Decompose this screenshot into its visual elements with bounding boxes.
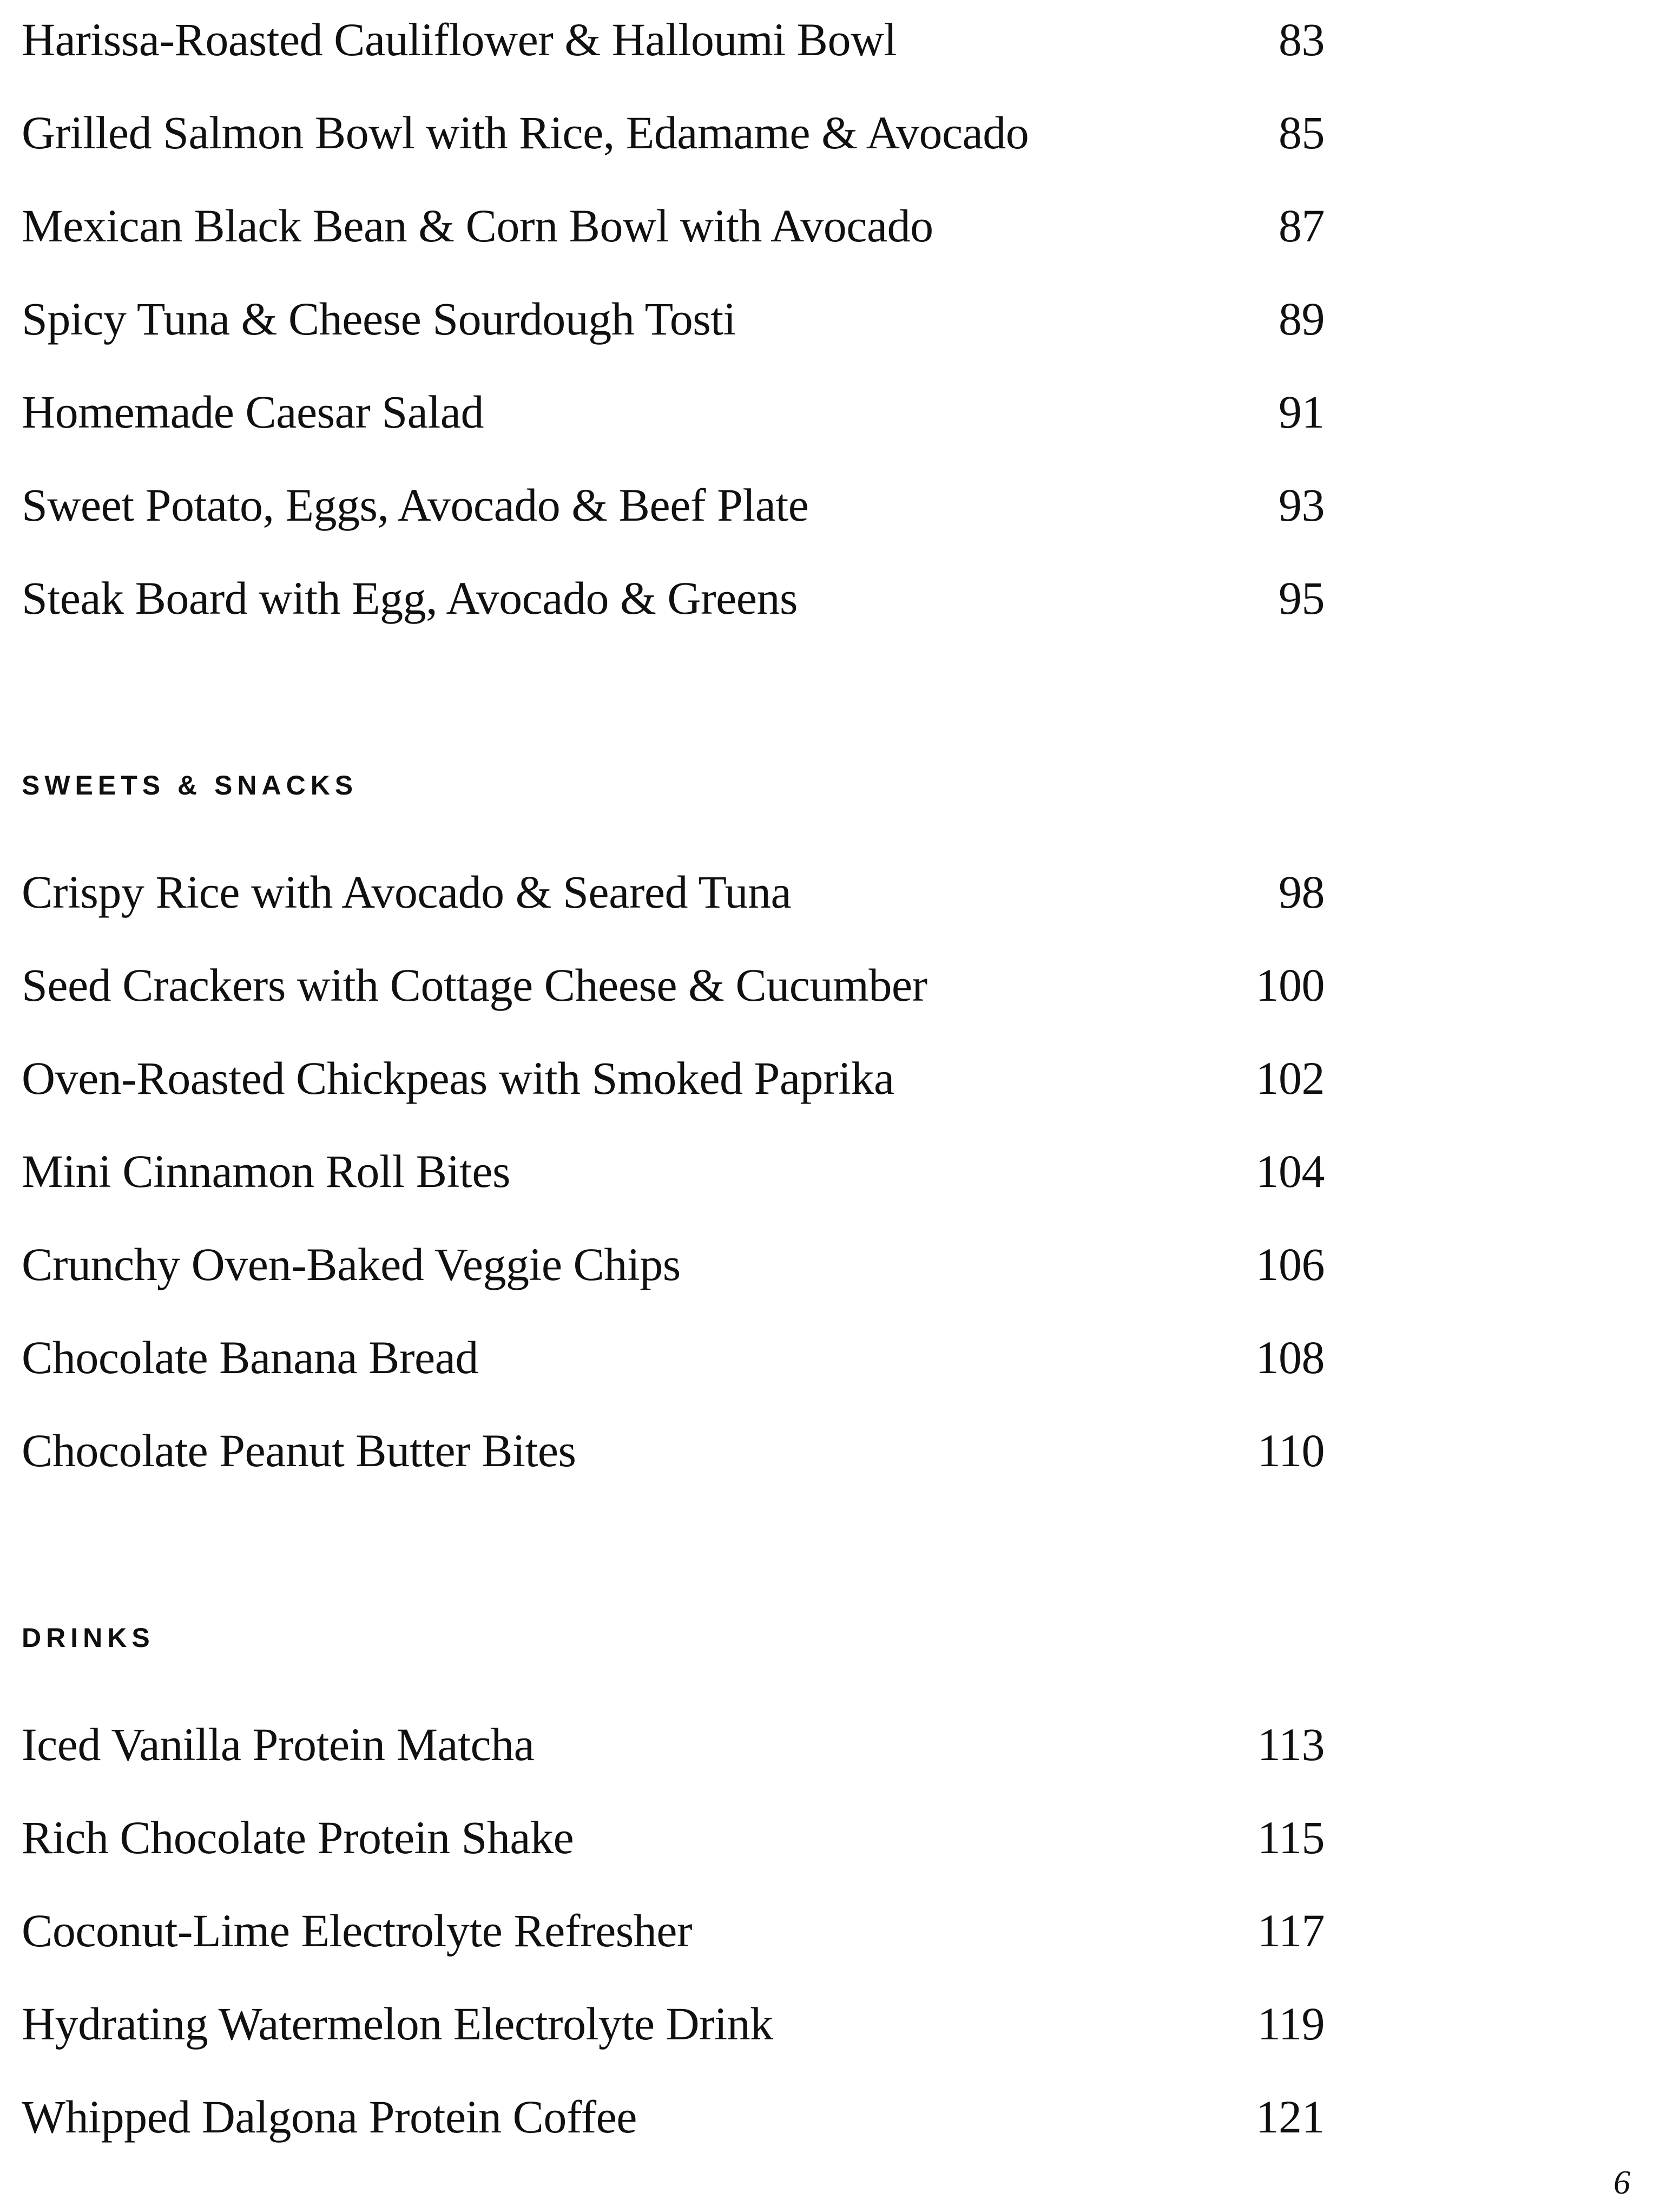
toc-entry-title: Rich Chocolate Protein Shake [22, 1811, 574, 1863]
toc-entry-title: Chocolate Banana Bread [22, 1331, 478, 1383]
toc-entry-title: Seed Crackers with Cottage Cheese & Cucumber [22, 959, 927, 1011]
toc-entry-title: Coconut-Lime Electrolyte Refresher [22, 1905, 693, 1957]
toc-entry[interactable] [22, 1404, 1325, 1497]
toc-entry[interactable] [22, 1884, 1325, 1977]
toc-entry-title: Mini Cinnamon Roll Bites [22, 1145, 511, 1197]
toc-entry-title: Spicy Tuna & Cheese Sourdough Tosti [22, 293, 736, 345]
toc-entry-page: 115 [1257, 1811, 1325, 1863]
toc-section-mains [22, 0, 1325, 645]
toc-entry-title: Sweet Potato, Eggs, Avocado & Beef Plate [22, 479, 809, 531]
toc-entry-page: 87 [1279, 200, 1325, 252]
toc-section-drinks [22, 1624, 1325, 2163]
toc-entry-title: Iced Vanilla Protein Matcha [22, 1718, 535, 1770]
toc-entry[interactable] [22, 458, 1325, 552]
toc-entry-title: Crunchy Oven-Baked Veggie Chips [22, 1238, 681, 1290]
toc-entry-page: 89 [1279, 293, 1325, 345]
page-number: 6 [1614, 2164, 1630, 2201]
toc-entry-title: Crispy Rice with Avocado & Seared Tuna [22, 866, 792, 918]
toc-entry[interactable] [22, 938, 1325, 1032]
toc-entry[interactable] [22, 86, 1325, 179]
toc-entry-page: 85 [1279, 107, 1325, 159]
toc-entry-title: Mexican Black Bean & Corn Bowl with Avocado [22, 200, 933, 252]
toc-entry-title: Homemade Caesar Salad [22, 386, 484, 438]
toc-entry[interactable] [22, 1698, 1325, 1791]
toc-entry-page: 102 [1255, 1052, 1325, 1104]
toc-entry[interactable] [22, 179, 1325, 272]
toc-entry[interactable] [22, 2070, 1325, 2163]
toc-entry-page: 83 [1279, 14, 1325, 65]
toc-entry[interactable] [22, 1125, 1325, 1218]
toc-entry-page: 100 [1255, 959, 1325, 1011]
toc-entry[interactable] [22, 1218, 1325, 1311]
toc-entry-page: 95 [1279, 572, 1325, 624]
toc-entry[interactable] [22, 1032, 1325, 1125]
toc-entry-page: 119 [1257, 1998, 1325, 2050]
toc-entry[interactable] [22, 1311, 1325, 1404]
toc-entry-title: Whipped Dalgona Protein Coffee [22, 2091, 637, 2143]
toc-entry-page: 108 [1255, 1331, 1325, 1383]
section-header-drinks: DRINKS [22, 1623, 155, 1653]
toc-entry-title: Hydrating Watermelon Electrolyte Drink [22, 1998, 773, 2050]
toc-entry-page: 121 [1255, 2091, 1325, 2143]
section-header-sweets-snacks: SWEETS & SNACKS [22, 770, 358, 800]
toc-entry-page: 93 [1279, 479, 1325, 531]
toc-entry-title: Harissa-Roasted Cauliflower & Halloumi Bowl [22, 14, 897, 65]
toc-entry[interactable] [22, 272, 1325, 365]
toc-section-sweets-snacks [22, 772, 1325, 1497]
toc-entry[interactable] [22, 0, 1325, 86]
toc-entry-page: 106 [1255, 1238, 1325, 1290]
toc-entry-page: 113 [1257, 1718, 1325, 1770]
toc-entry-page: 117 [1257, 1905, 1325, 1957]
toc-entry-page: 98 [1279, 866, 1325, 918]
toc-entry-title: Oven-Roasted Chickpeas with Smoked Paprika [22, 1052, 894, 1104]
toc-entry[interactable] [22, 552, 1325, 645]
toc-entry-page: 110 [1257, 1425, 1325, 1476]
toc-entry[interactable] [22, 365, 1325, 458]
toc-entry-title: Steak Board with Egg, Avocado & Greens [22, 572, 798, 624]
toc-entry-page: 91 [1279, 386, 1325, 438]
toc-entry-title: Grilled Salmon Bowl with Rice, Edamame & Avocado [22, 107, 1029, 159]
toc-entry-page: 104 [1255, 1145, 1325, 1197]
toc-entry[interactable] [22, 1977, 1325, 2070]
toc-entry[interactable] [22, 1791, 1325, 1884]
table-of-contents [22, 0, 1325, 2163]
toc-entry[interactable] [22, 845, 1325, 938]
toc-entry-title: Chocolate Peanut Butter Bites [22, 1425, 576, 1476]
